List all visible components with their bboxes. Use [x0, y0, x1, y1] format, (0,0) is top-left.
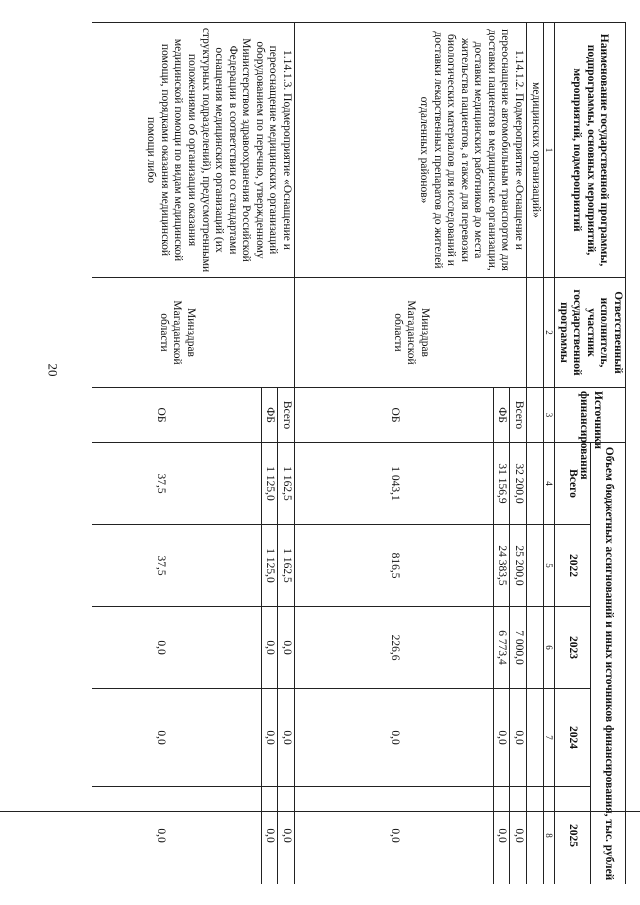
value-cell: 32 200,0 [510, 443, 527, 525]
header-row-1 [590, 23, 625, 885]
header-total: Всего [555, 443, 590, 525]
value-cell: 1 162,5 [278, 443, 295, 525]
value-cell: 226,6 [294, 607, 493, 689]
value-cell: 0,0 [294, 689, 493, 787]
column-number-row [543, 23, 555, 885]
value-cell: 0,0 [493, 787, 510, 885]
source-cell: ФБ [493, 388, 510, 443]
col-number: 6 [543, 607, 555, 689]
value-cell: 25 200,0 [510, 525, 527, 607]
header-executor: Ответственный исполнитель, участник государственной программы [555, 278, 626, 388]
value-cell: 0,0 [92, 689, 261, 787]
budget-table [92, 22, 626, 884]
value-cell: 1 043,1 [294, 443, 493, 525]
header-2024: 2024 [555, 689, 590, 787]
item-executor: Минздрав Магаданской области [92, 278, 294, 388]
value-cell: 0,0 [278, 607, 295, 689]
continuation-text: медицинских организаций» [527, 23, 544, 278]
item-name: 1.14.1.2. Подмероприятие «Оснащение и переоснащение автомобильным транспортом для доставки пациентов в медицинские организации, доставки медицинских работников до места жительства пациентов, а также для перевозки биологических материалов для исследований и доставки лекарственных препаратов до жителей отдаленных районов» [294, 23, 526, 278]
header-volume: Объем бюджетных ассигнований и иных источников финансирования, тыс. рублей [590, 443, 625, 885]
page-number: 20 [45, 363, 61, 377]
value-cell: 816,5 [294, 525, 493, 607]
value-cell: 0,0 [510, 787, 527, 885]
col-number: 4 [543, 443, 555, 525]
value-cell: 0,0 [261, 787, 278, 885]
value-cell: 37,5 [92, 525, 261, 607]
source-cell: Всего [510, 388, 527, 443]
header-2025: 2025 [555, 787, 590, 885]
item-executor: Минздрав Магаданской области [294, 278, 526, 388]
value-cell: 6 773,4 [493, 607, 510, 689]
value-cell: 0,0 [92, 787, 261, 885]
value-cell: 0,0 [278, 689, 295, 787]
value-cell: 0,0 [278, 787, 295, 885]
col-number: 2 [543, 278, 555, 388]
rotated-table-container [92, 22, 626, 884]
header-2023: 2023 [555, 607, 590, 689]
value-cell: 24 383,5 [493, 525, 510, 607]
value-cell: 37,5 [92, 443, 261, 525]
col-number: 7 [543, 689, 555, 787]
value-cell: 0,0 [510, 689, 527, 787]
value-cell: 7 000,0 [510, 607, 527, 689]
value-cell: 31 156,9 [493, 443, 510, 525]
header-2022: 2022 [555, 525, 590, 607]
header-source: Источники финансирования [555, 388, 626, 443]
header-name: Наименование государственной программы, подпрограммы, основных мероприятий, мероприятий, подмероприятий [555, 23, 626, 278]
value-cell: 1 162,5 [278, 525, 295, 607]
value-cell: 0,0 [493, 689, 510, 787]
value-cell: 0,0 [294, 787, 493, 885]
col-number: 1 [543, 23, 555, 278]
col-number: 8 [543, 787, 555, 885]
continuation-row [527, 23, 544, 885]
value-cell: 1 125,0 [261, 525, 278, 607]
col-number: 5 [543, 525, 555, 607]
source-cell: ОБ [294, 388, 493, 443]
source-cell: ФБ [261, 388, 278, 443]
value-cell: 0,0 [92, 607, 261, 689]
value-cell: 1 125,0 [261, 443, 278, 525]
table-row [510, 23, 527, 885]
document-page [92, 22, 626, 884]
col-number: 3 [543, 388, 555, 443]
source-cell: ОБ [92, 388, 261, 443]
table-row [278, 23, 295, 885]
value-cell: 0,0 [261, 689, 278, 787]
source-cell: Всего [278, 388, 295, 443]
value-cell: 0,0 [261, 607, 278, 689]
item-name: 1.14.1.3. Подмероприятие «Оснащение и переоснащение медицинских организаций оборудованием по перечню, утвержденному Министерством здравоохранения Российской Федерации в соответствии со стандартами оснащения медицинских организаций (их структурных подразделений), предусмотренными положениями об организации оказания медицинской помощи по видам медицинской помощи, порядками оказания медицинской помощи либо [92, 23, 294, 278]
